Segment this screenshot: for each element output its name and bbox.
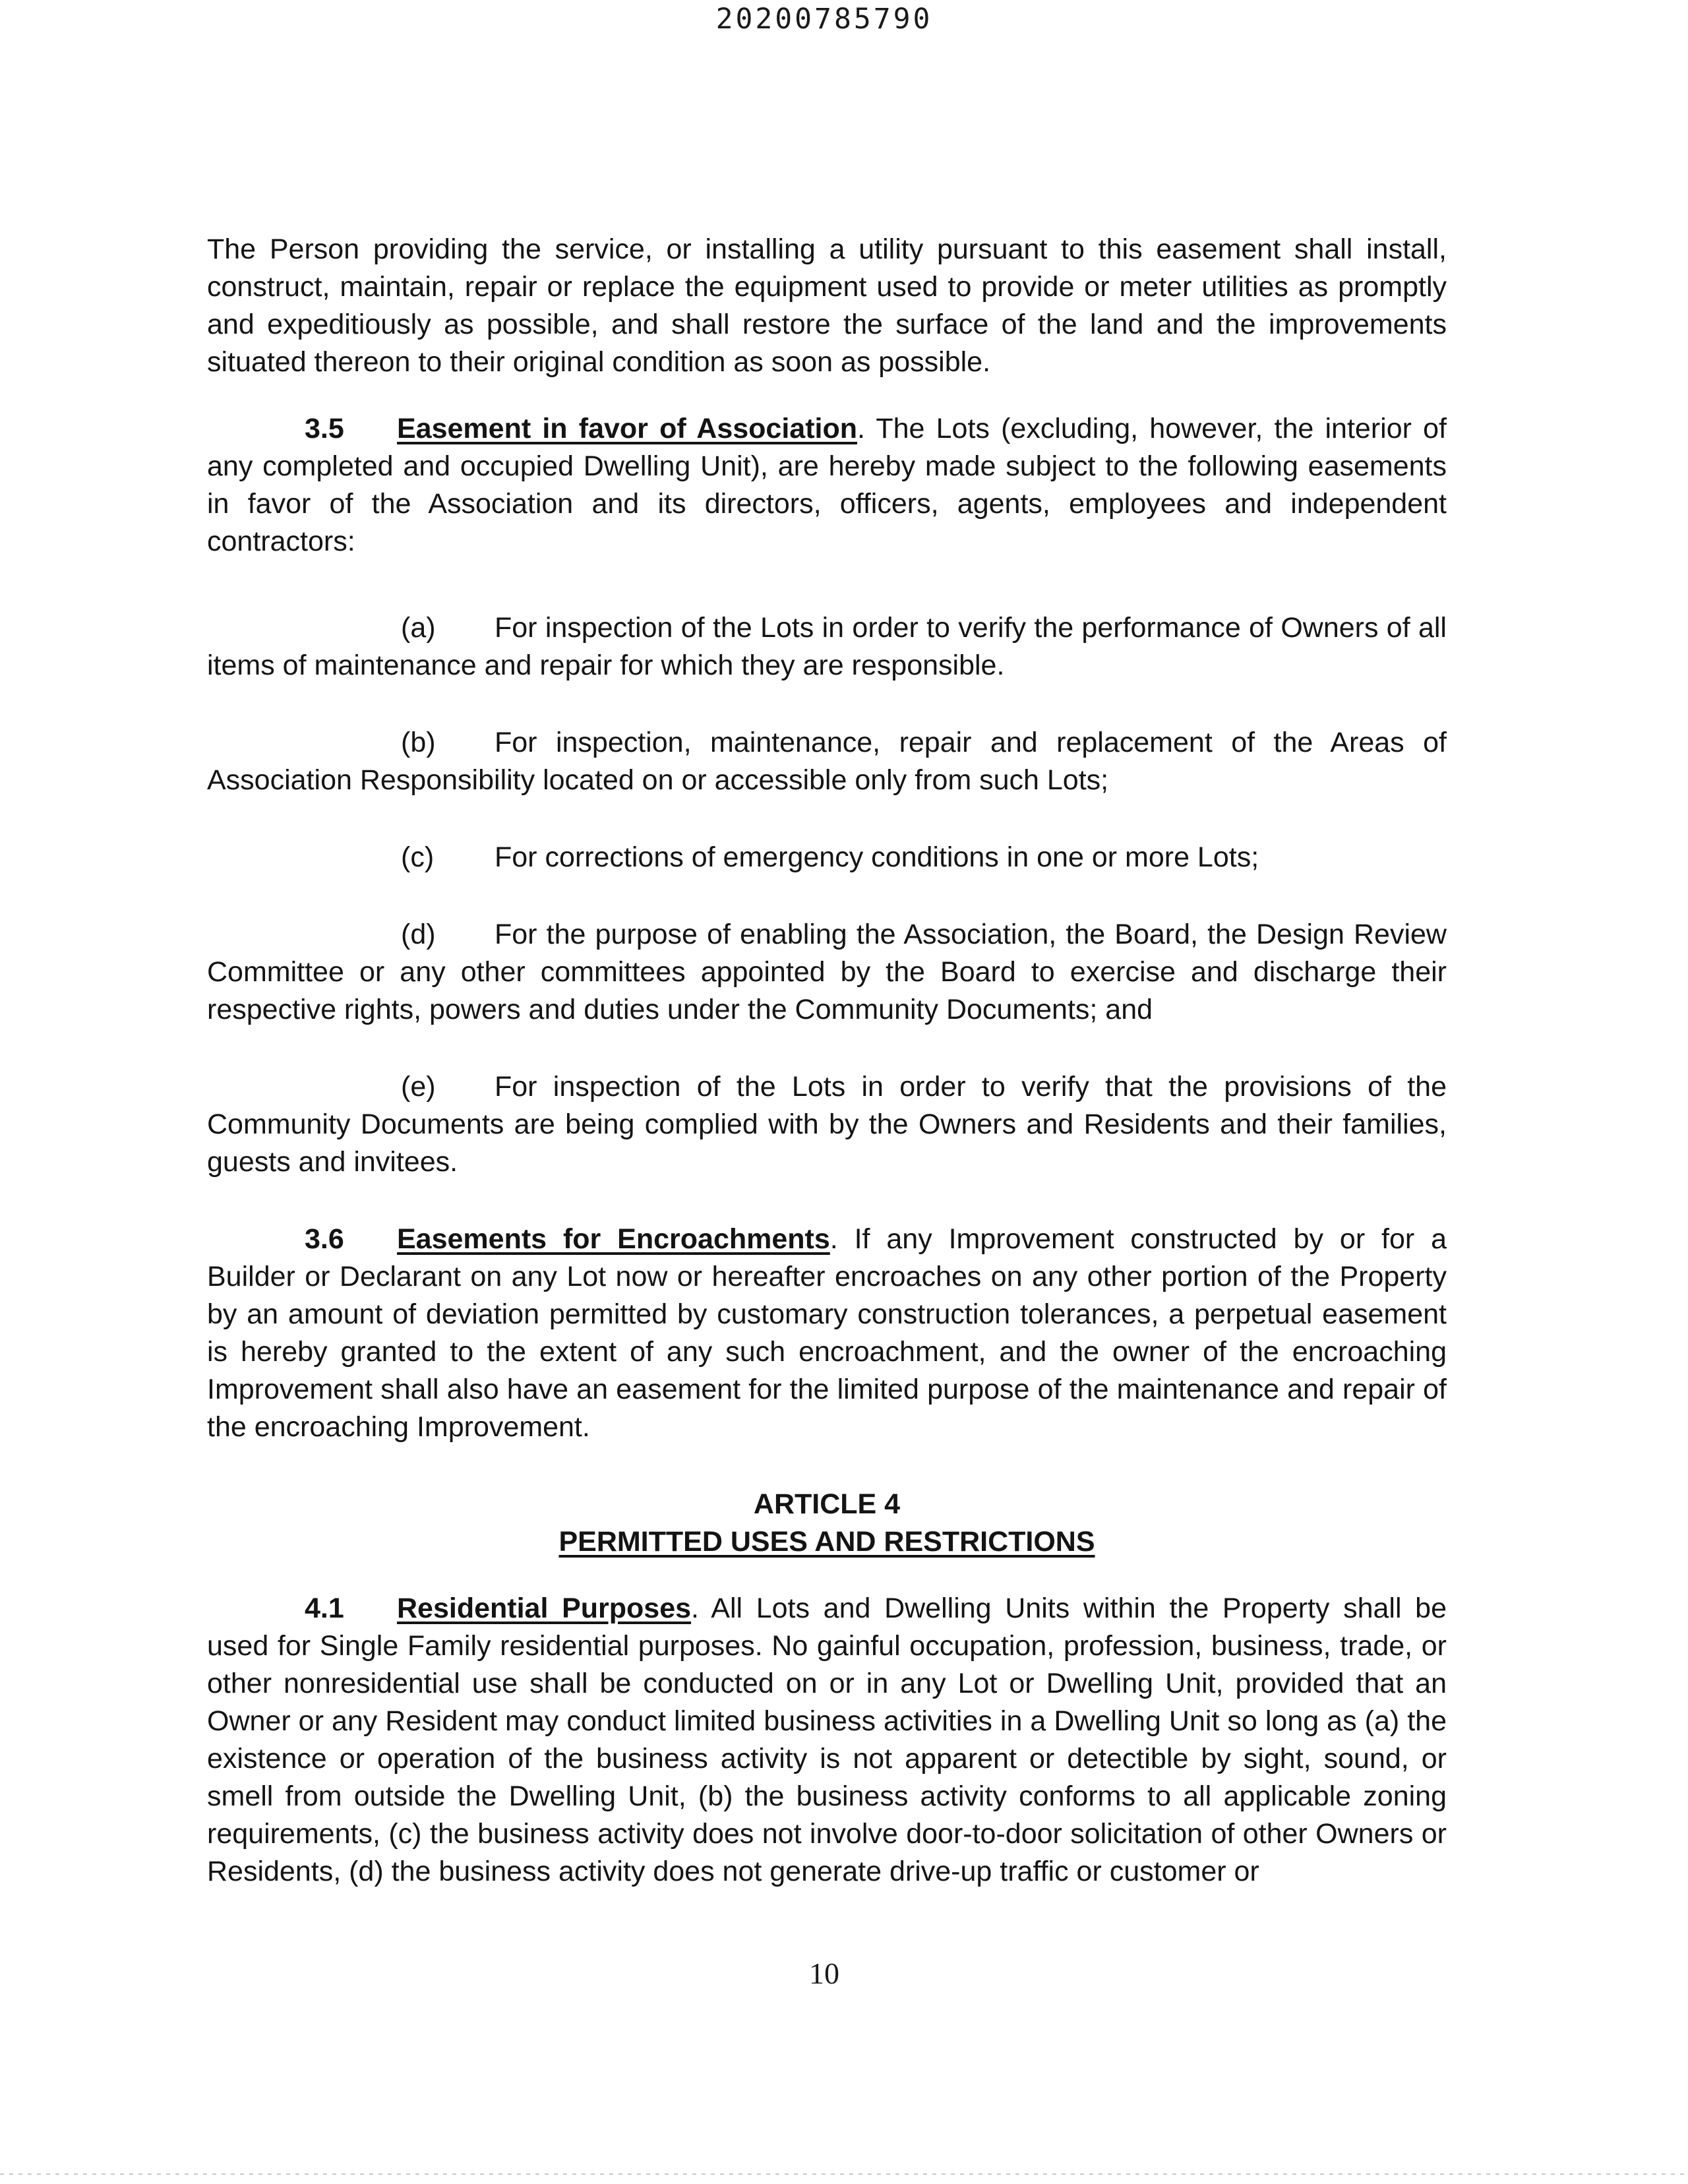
list-item	[207, 916, 1447, 1029]
section-text: . If any Improvement constructed by or for a Builder or Declarant on any Lot now or hereafter encroaches on any other portion of the Property by an amount of deviation permitted by customary construction tolerances, a perpetual easement is hereby granted to the extent of any such encroachment, and the owner of the encroaching Improvement shall also have an easement for the limited purpose of the maintenance and repair of the encroaching Improvement.	[207, 1223, 1447, 1443]
list-item-text: For inspection, maintenance, repair and replacement of the Areas of Association Responsibility located on or accessible only from such Lots;	[207, 727, 1447, 796]
list-item	[207, 839, 1447, 876]
article-heading: ARTICLE 4	[753, 1488, 901, 1520]
section-title: Residential Purposes	[397, 1592, 692, 1624]
list-item	[207, 724, 1447, 799]
list-item-label: (e)	[401, 1071, 436, 1103]
list-item-text: For corrections of emergency conditions in one or more Lots;	[495, 841, 1259, 873]
list-item-label: (c)	[401, 841, 435, 873]
section-text: . All Lots and Dwelling Units within the Property shall be used for Single Family residential purposes. No gainful occupation, profession, business, trade, or other nonresidential use shall be conducted on or in any Lot or Dwelling Unit, provided that an Owner or any Resident may conduct limited business activities in a Dwelling Unit so long as (a) the existence or operation of the business activity is not apparent or detectible by sight, sound, or smell from outside the Dwelling Unit, (b) the business activity conforms to all applicable zoning requirements, (c) the business activity does not involve door-to-door solicitation of other Owners or Residents, (d) the business activity does not generate drive-up traffic or customer or	[207, 1592, 1447, 1887]
section-3-6	[207, 1221, 1447, 1446]
section-number: 3.5	[305, 413, 344, 444]
list-item-text: For inspection of the Lots in order to verify that the provisions of the Community Documents are being complied with by the Owners and Residents and their families, guests and invitees.	[207, 1071, 1447, 1178]
scan-edge-line	[0, 2173, 1688, 2175]
list-item-label: (a)	[401, 612, 436, 644]
section-title: Easements for Encroachments	[397, 1223, 830, 1255]
list-item	[207, 1068, 1447, 1181]
page-body	[207, 231, 1447, 1891]
intro-paragraph: The Person providing the service, or installing a utility pursuant to this easement shall install, construct, maintain, repair or replace the equipment used to provide or meter utilities as promptly and expeditiously as possible, and shall restore the surface of the land and the improvements situated thereon to their original condition as soon as possible.	[207, 233, 1447, 378]
list-item-text: For inspection of the Lots in order to verify the performance of Owners of all items of maintenance and repair for which they are responsible.	[207, 612, 1447, 681]
document-number: 20200785790	[715, 3, 933, 36]
section-text: . The Lots (excluding, however, the interior of any completed and occupied Dwelling Unit), are hereby made subject to the following easements in favor of the Association and its directors, officers, agents, employees and independent contractors:	[207, 413, 1447, 557]
section-4-1	[207, 1590, 1447, 1891]
section-number: 3.6	[305, 1223, 344, 1255]
list-item-text: For the purpose of enabling the Association, the Board, the Design Review Committee or any other committees appointed by the Board to exercise and discharge their respective rights, powers and duties under the Community Documents; and	[207, 919, 1447, 1025]
section-number: 4.1	[305, 1592, 344, 1624]
list-item-label: (b)	[401, 727, 436, 758]
list-item	[207, 609, 1447, 684]
list-item-label: (d)	[401, 919, 436, 950]
page-number: 10	[809, 1957, 839, 1990]
section-3-5	[207, 410, 1447, 561]
section-title: Easement in favor of Association	[397, 413, 857, 444]
article-title: PERMITTED USES AND RESTRICTIONS	[558, 1526, 1095, 1558]
